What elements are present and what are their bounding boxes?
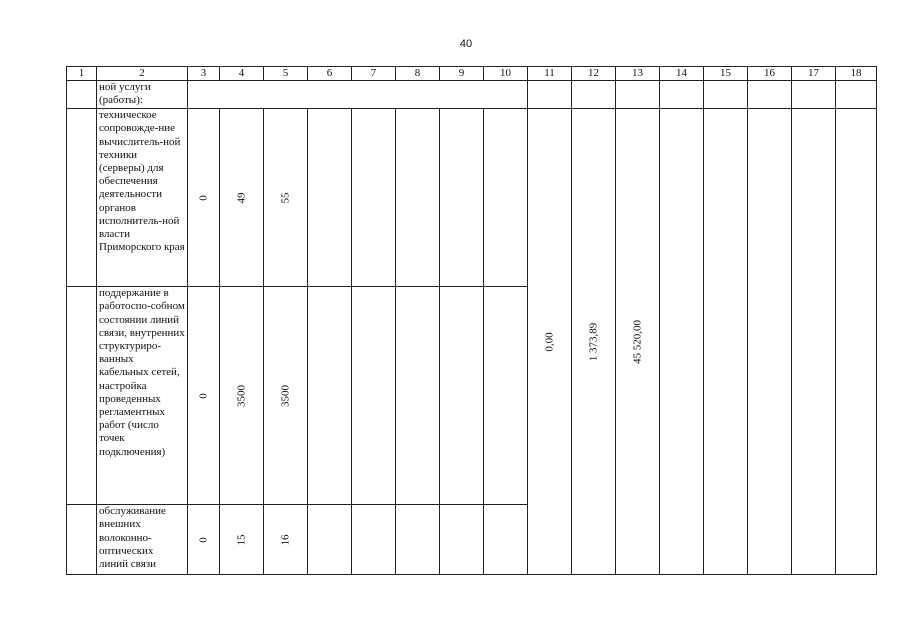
table-cell	[396, 109, 440, 287]
service-description: обслуживание внешних волоконно-оптических линий связи	[97, 505, 188, 575]
header-row	[67, 67, 877, 81]
table-cell	[67, 287, 97, 505]
merged-cell-13	[616, 109, 660, 575]
column-header: 3	[188, 67, 220, 81]
table-cell	[308, 505, 352, 575]
column-header: 11	[528, 67, 572, 81]
cell-value: 0	[196, 536, 209, 543]
cell-value: 45 520,00	[630, 319, 643, 364]
table-cell	[352, 505, 396, 575]
merged-cell-14	[660, 109, 704, 575]
column-header: 10	[484, 67, 528, 81]
column-header: 2	[97, 67, 188, 81]
data-table	[66, 66, 877, 575]
column-header: 5	[264, 67, 308, 81]
table-cell	[396, 287, 440, 505]
table-cell	[396, 505, 440, 575]
page-number: 40	[459, 38, 473, 50]
column-header: 9	[440, 67, 484, 81]
column-header: 16	[748, 67, 792, 81]
table-cell	[188, 505, 220, 575]
column-header: 14	[660, 67, 704, 81]
column-header: 18	[836, 67, 877, 81]
cell-value: 3500	[234, 384, 247, 407]
table-cell	[440, 505, 484, 575]
table-cell	[572, 81, 616, 109]
column-header: 15	[704, 67, 748, 81]
cell-value: 55	[278, 192, 291, 204]
column-header: 1	[67, 67, 97, 81]
table-cell	[188, 81, 528, 109]
merged-cell-15	[704, 109, 748, 575]
column-header: 7	[352, 67, 396, 81]
cell-value: 1 373,89	[586, 322, 599, 361]
continuation-row	[67, 81, 877, 109]
column-header: 8	[396, 67, 440, 81]
table-cell	[308, 109, 352, 287]
cell-value: 0	[196, 392, 209, 399]
cell-value: 16	[278, 534, 291, 546]
table-cell	[67, 505, 97, 575]
continuation-text: ной услуги (работы):	[97, 81, 188, 109]
column-header: 13	[616, 67, 660, 81]
merged-cell-18	[836, 109, 877, 575]
service-description: поддержание в работоспо-собном состоянии линий связи, внутренних структуриро-ванных кабельных сетей, настройка проведенных регламентных работ (число точек подключения)	[97, 287, 188, 505]
table-cell	[352, 287, 396, 505]
table-cell	[748, 81, 792, 109]
cell-value: 0	[196, 194, 209, 201]
table-cell	[220, 505, 264, 575]
merged-cell-12	[572, 109, 616, 575]
table-cell	[352, 109, 396, 287]
table-row	[67, 109, 877, 287]
cell-value: 49	[234, 192, 247, 204]
table-cell	[484, 287, 528, 505]
table-cell	[67, 109, 97, 287]
table-cell	[67, 81, 97, 109]
column-header: 6	[308, 67, 352, 81]
table-cell	[264, 109, 308, 287]
column-header: 17	[792, 67, 836, 81]
table-cell	[264, 505, 308, 575]
table-cell	[220, 109, 264, 287]
table-cell	[188, 109, 220, 287]
service-description: техническое сопровожде-ние вычислитель-ной техники (серверы) для обеспечения деятельности органов исполнитель-ной власти Приморского края	[97, 109, 188, 287]
column-header: 12	[572, 67, 616, 81]
table-cell	[440, 287, 484, 505]
cell-value: 0,00	[542, 332, 555, 352]
cell-value: 15	[234, 534, 247, 546]
merged-cell-11	[528, 109, 572, 575]
table-cell	[704, 81, 748, 109]
table-cell	[484, 109, 528, 287]
table-cell	[220, 287, 264, 505]
table-cell	[836, 81, 877, 109]
column-header: 4	[220, 67, 264, 81]
table-cell	[264, 287, 308, 505]
table-cell	[616, 81, 660, 109]
table-cell	[484, 505, 528, 575]
table-cell	[660, 81, 704, 109]
table-cell	[188, 287, 220, 505]
table-cell	[528, 81, 572, 109]
table-cell	[440, 109, 484, 287]
merged-cell-17	[792, 109, 836, 575]
table-cell	[792, 81, 836, 109]
cell-value: 3500	[278, 384, 291, 407]
table-cell	[308, 287, 352, 505]
merged-cell-16	[748, 109, 792, 575]
